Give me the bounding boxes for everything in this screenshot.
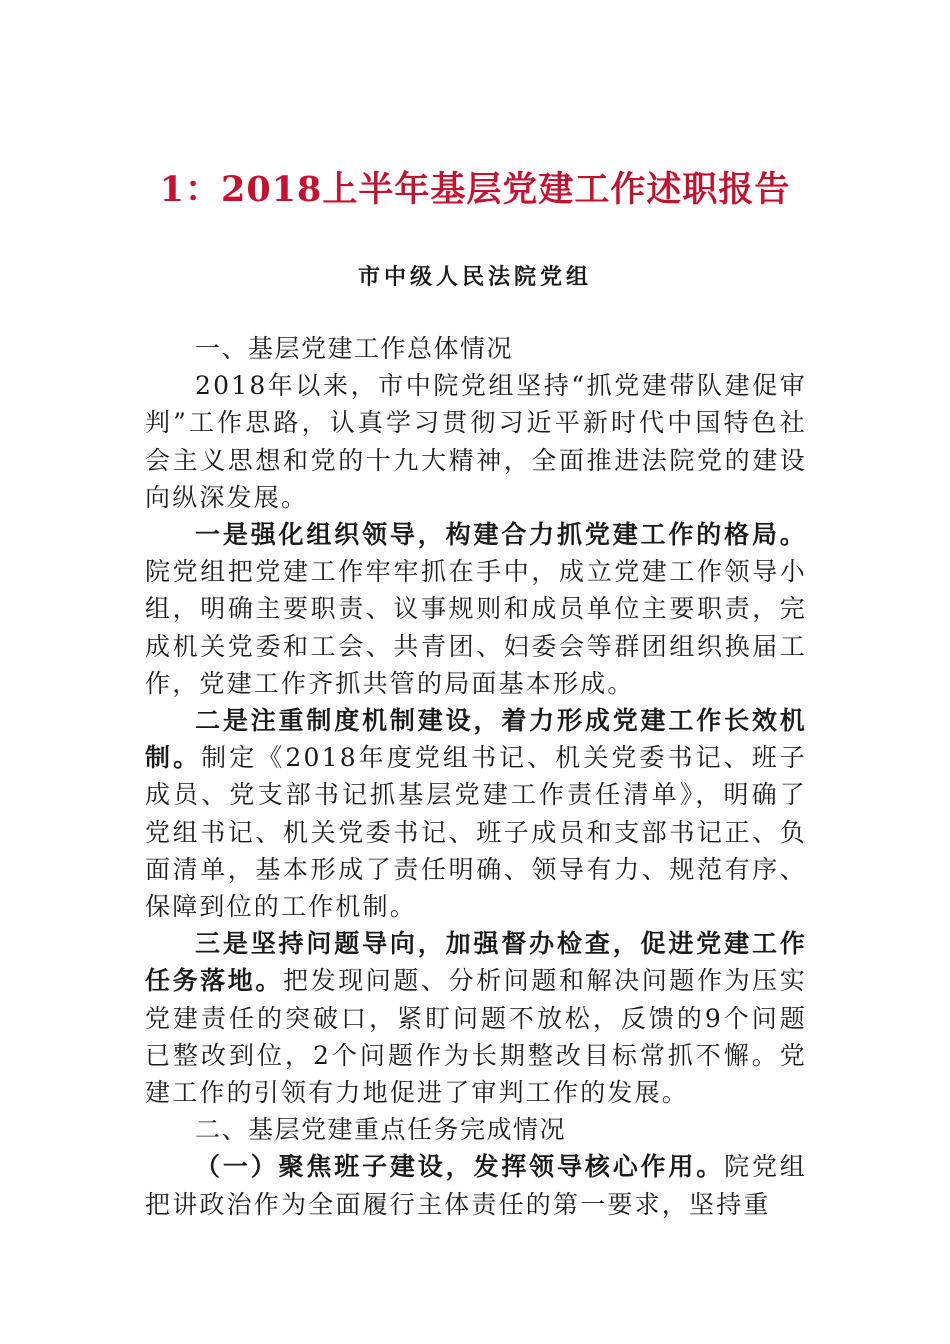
section-heading-2: 二、基层党建重点任务完成情况 [195, 1115, 567, 1145]
paragraph-point-3 [145, 925, 807, 1111]
point-2-lead: 二是注重制度机制建设，着力形成党建工作长效机制。 [145, 706, 807, 773]
paragraph-overview: 2018年以来，市中院党组坚持“抓党建带队建促审判”工作思路，认真学习贯彻习近平新时代中国特色社会主义思想和党的十九大精神，全面推进法院党的建设向纵深发展。 [145, 371, 807, 512]
point-4-lead: （一）聚焦班子建设，发挥领导核心作用。 [195, 1152, 725, 1182]
paragraph-point-1 [145, 516, 807, 702]
point-1-body: 院党组把党建工作牢牢抓在手中，成立党建工作领导小组，明确主要职责、议事规则和成员单位主要职责，完成机关党委和工会、共青团、妇委会等群团组织换届工作，党建工作齐抓共管的局面基本形成。 [145, 557, 807, 698]
paragraph-point-2 [145, 702, 807, 925]
point-2-body: 制定《2018年度党组书记、机关党委书记、班子成员、党支部书记抓基层党建工作责任清单》，明确了党组书记、机关党委书记、班子成员和支部书记正、负面清单，基本形成了责任明确、领导有力、规范有序、保障到位的工作机制。 [145, 743, 807, 922]
section-heading-1: 一、基层党建工作总体情况 [195, 334, 514, 363]
point-3-lead: 三是坚持问题导向，加强督办检查，促进党建工作任务落地。 [145, 929, 807, 996]
document-organization: 市中级人民法院党组 [357, 264, 592, 290]
point-4-body: 院党组把讲政治作为全面履行主体责任的第一要求，坚持重 [145, 1152, 807, 1219]
point-1-lead: 一是强化组织领导，构建合力抓党建工作的格局。 [195, 520, 807, 550]
paragraph-point-4 [145, 1148, 807, 1222]
document-title: 1：2018上半年基层党建工作述职报告 [159, 169, 791, 210]
document-body [145, 330, 807, 1223]
point-3-body: 把发现问题、分析问题和解决问题作为压实党建责任的突破口，紧盯问题不放松，反馈的9个问题已整改到位，2个问题作为长期整改目标常抓不懈。党建工作的引领有力地促进了审判工作的发展。 [145, 966, 807, 1108]
